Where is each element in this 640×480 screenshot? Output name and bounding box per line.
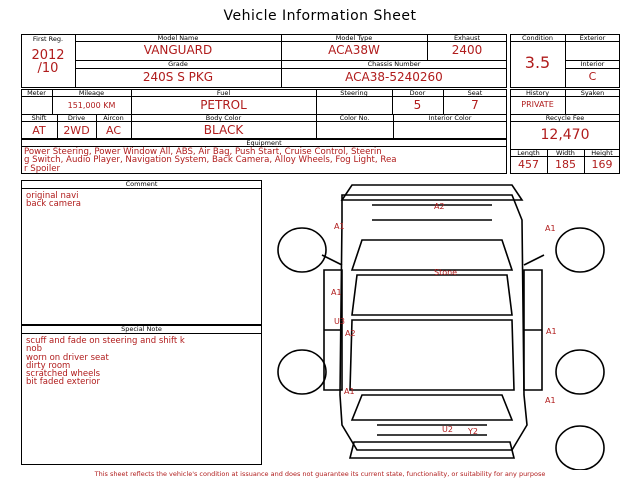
seat-value: 7 xyxy=(471,98,479,112)
height-value: 169 xyxy=(591,158,613,171)
car-damage-diagram xyxy=(262,180,620,470)
exhaust-value: 2400 xyxy=(451,43,483,57)
model-name-label: Model Name xyxy=(157,34,199,42)
syaken-label: Syaken xyxy=(580,89,605,97)
first-reg-label: First Reg. xyxy=(32,35,64,43)
mileage-label: Mileage xyxy=(78,89,105,97)
damage-mark-front-left: A1 xyxy=(334,222,345,231)
first-reg-month: /10 xyxy=(37,61,59,76)
condition-label: Condition xyxy=(521,34,554,42)
damage-mark-rear-left: A1 xyxy=(344,387,355,396)
damage-mark-right-side: A1 xyxy=(546,327,557,336)
equipment-label: Equipment xyxy=(246,139,282,147)
sheet-title: Vehicle Information Sheet xyxy=(223,8,417,24)
damage-mark-left-side: U3 xyxy=(334,317,345,326)
width-label: Width xyxy=(556,149,575,157)
recycle-fee-value: 12,470 xyxy=(540,127,590,143)
damage-mark-windscreen: Stone xyxy=(434,268,458,277)
door-label: Door xyxy=(409,89,426,97)
first-reg-year: 2012 xyxy=(31,48,65,63)
body-color-value: BLACK xyxy=(203,123,244,137)
damage-mark-front-bumper: A2 xyxy=(434,202,445,211)
interior-value: C xyxy=(588,70,597,83)
exhaust-label: Exhaust xyxy=(453,34,481,42)
height-label: Height xyxy=(591,149,613,157)
damage-mark-left-front-door: A1 xyxy=(331,288,342,297)
damage-mark-rear-right: A1 xyxy=(545,396,556,405)
fuel-value: PETROL xyxy=(200,98,247,112)
recycle-fee-label: Recycle Fee xyxy=(545,114,585,122)
grade-value: 240S S PKG xyxy=(142,70,214,84)
interior-color-label: Interior Color xyxy=(428,114,472,122)
chassis-label: Chassis Number xyxy=(367,60,421,68)
damage-mark-front-right: A1 xyxy=(545,224,556,233)
length-label: Length xyxy=(517,149,540,157)
special-note-text: scuff and fade on steering and shift k nob worn on driver seat dirty room scratched wheels bit faded exterior xyxy=(26,336,185,388)
fuel-label: Fuel xyxy=(216,89,231,97)
aircon-label: Aircon xyxy=(103,114,124,122)
equipment-list: Power Steering, Power Window All, ABS, Air Bag, Push Start, Cruise Control, Steerin g Switch, Audio Player, Navigation System, Back Camera, Alloy Wheels, Fog Light, Rea r Spoiler xyxy=(24,147,397,174)
grade-label: Grade xyxy=(168,60,188,68)
drive-label: Drive xyxy=(67,114,86,122)
meter-label: Meter xyxy=(27,89,46,97)
disclaimer-footer: This sheet reflects the vehicle's condition at issuance and does not guarantee its current state, functionality, or suitability for any purpose xyxy=(94,470,546,478)
model-type-value: ACA38W xyxy=(328,43,380,57)
body-color-label: Body Color xyxy=(205,114,242,122)
mileage-value: 151,000 KM xyxy=(67,101,116,110)
seat-label: Seat xyxy=(467,89,483,97)
condition-value: 3.5 xyxy=(524,53,551,72)
drive-value: 2WD xyxy=(63,124,90,137)
steering-label: Steering xyxy=(340,89,368,97)
damage-mark-rear-bumper-1: U2 xyxy=(442,425,453,434)
chassis-value: ACA38-5240260 xyxy=(345,70,443,84)
model-name-value: VANGUARD xyxy=(143,43,213,57)
comment-text: original navi back camera xyxy=(26,191,81,210)
history-value: PRIVATE xyxy=(521,100,554,109)
exterior-label: Exterior xyxy=(579,34,606,42)
special-note-label: Special Note xyxy=(121,325,162,333)
length-value: 457 xyxy=(518,158,539,171)
damage-mark-left-rear-door: A2 xyxy=(345,329,356,338)
shift-label: Shift xyxy=(31,114,47,122)
damage-mark-rear-bumper-2: Y2 xyxy=(468,427,478,436)
shift-value: AT xyxy=(32,124,46,137)
width-value: 185 xyxy=(555,158,576,171)
history-label: History xyxy=(525,89,550,97)
interior-label: Interior xyxy=(580,60,605,68)
door-value: 5 xyxy=(413,98,422,112)
comment-label: Comment xyxy=(125,180,158,188)
aircon-value: AC xyxy=(105,124,121,137)
model-type-label: Model Type xyxy=(335,34,373,42)
color-no-label: Color No. xyxy=(339,114,370,122)
